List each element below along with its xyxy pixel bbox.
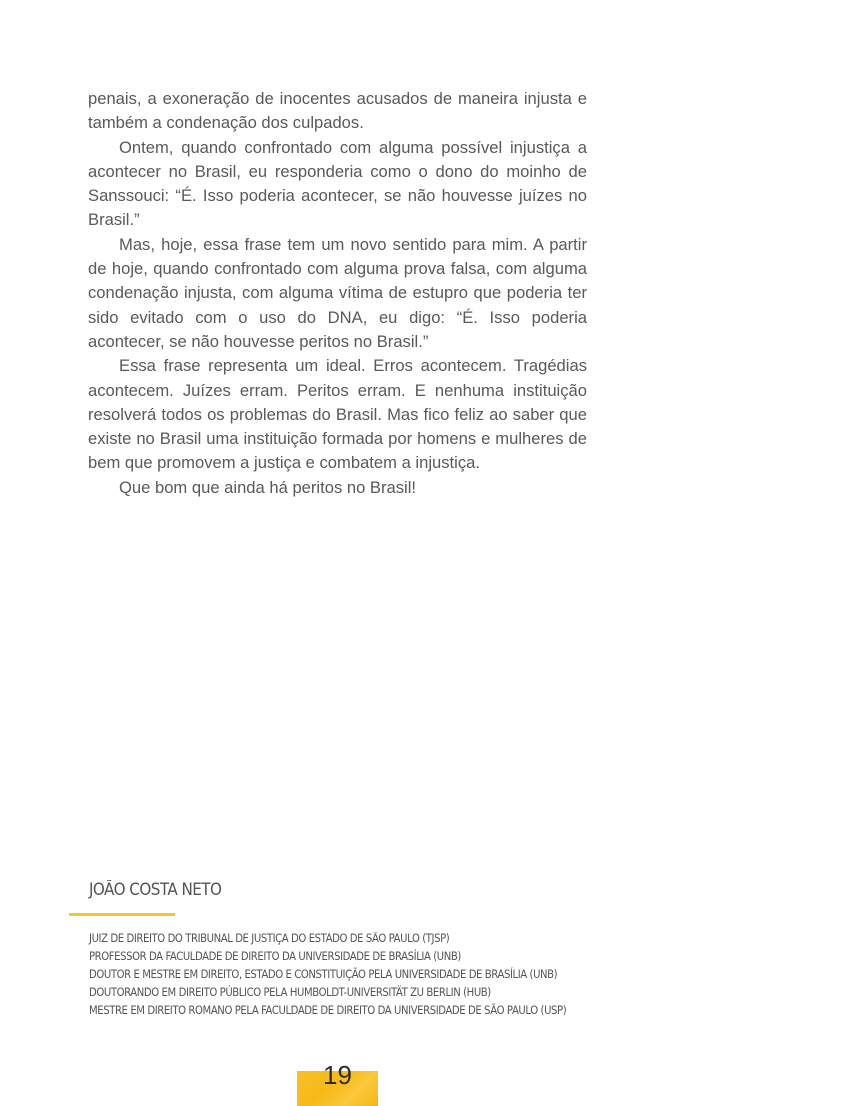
accent-divider: [69, 913, 175, 916]
paragraph: Ontem, quando confrontado com alguma possível injustiça a acontecer no Brasil, eu responderia como o dono do moinho de Sanssouci: “É. Isso poderia acontecer, se não houvesse juízes no Brasil.”: [88, 137, 587, 230]
paragraph: Essa frase representa um ideal. Erros acontecem. Tragédias acontecem. Juízes erram. Peritos erram. E nenhuma instituição resolverá todos os problemas do Brasil. Mas fico feliz ao saber que existe no Brasil uma instituição formada por homens e mulheres de bem que promovem a justiça e combatem a injustiça.: [88, 356, 587, 473]
paragraph: Que bom que ainda há peritos no Brasil!: [119, 477, 417, 497]
credential-line: PROFESSOR DA FACULDADE DE DIREITO DA UNIVERSIDADE DE BRASÍLIA (UNB): [89, 949, 461, 963]
credential-line: DOUTOR E MESTRE EM DIREITO, ESTADO E CONSTITUIÇÃO PELA UNIVERSIDADE DE BRASÍLIA (UNB): [89, 967, 558, 981]
paragraph: Mas, hoje, essa frase tem um novo sentido para mim. A partir de hoje, quando confrontado com alguma prova falsa, com alguma condenação injusta, com alguma vítima de estupro que poderia ter sido evitado com o uso do DNA, eu digo: “É. Isso poderia acontecer, se não houvesse peritos no Brasil.”: [88, 234, 587, 351]
credential-line: DOUTORANDO EM DIREITO PÚBLICO PELA HUMBOLDT-UNIVERSITÄT ZU BERLIN (HUB): [89, 985, 491, 999]
page-number: 19: [323, 1060, 352, 1090]
author-name: JOÃO COSTA NETO: [89, 880, 222, 899]
credential-line: MESTRE EM DIREITO ROMANO PELA FACULDADE DE DIREITO DA UNIVERSIDADE DE SÃO PAULO (USP): [89, 1003, 567, 1017]
author-credentials: [89, 930, 566, 1020]
credential-line: JUIZ DE DIREITO DO TRIBUNAL DE JUSTIÇA DO ESTADO DE SÃO PAULO (TJSP): [89, 932, 450, 945]
body-text: [88, 87, 587, 500]
paragraph: penais, a exoneração de inocentes acusados de maneira injusta e também a condenação dos culpados.: [88, 89, 587, 133]
